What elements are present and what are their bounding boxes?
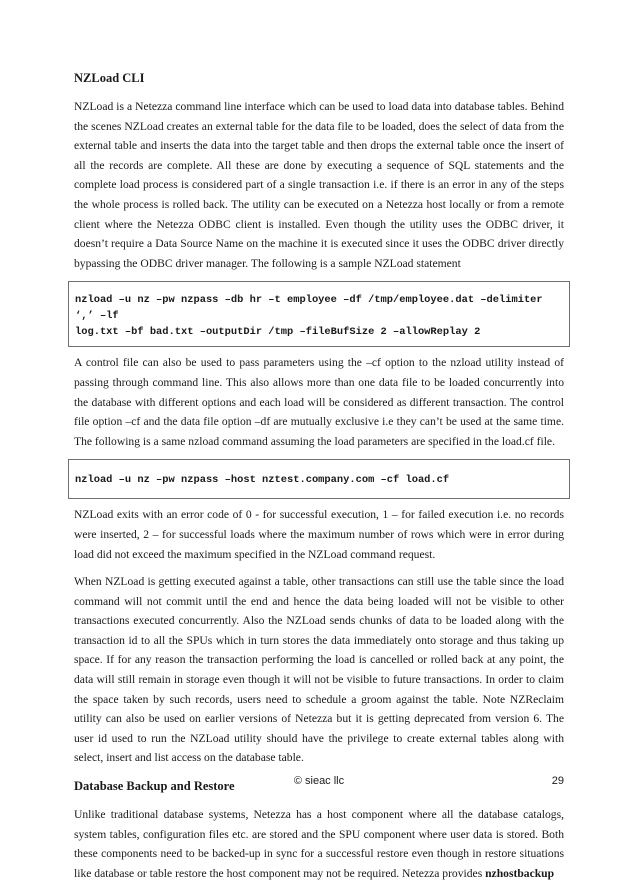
control-file-paragraph: A control file can also be used to pass parameters using the –cf option to the nzload utility instead of passing through command line. This also allows more than one data file to be loaded concurrently into the database with different options and each load will be considered as different transaction. The control file option –cf and the data file option –df are mutually exclusive i.e they can’t be used at the same time. The following is a same nzload command assuming the load parameters are specified in the load.cf file. [74,356,564,448]
page-footer [0,775,638,793]
nzload-sample-code-block [68,281,570,347]
nzhostbackup-term: nzhostbackup [485,866,555,880]
code-line: nzload –u nz –pw nzpass –host nztest.company.com –cf load.cf [75,474,450,487]
page-content [74,68,564,891]
code-line: nzload –u nz –pw nzpass –db hr –t employee –df /tmp/employee.dat –delimiter ‘,’ –lf [75,294,543,323]
nzload-intro-paragraph: NZLoad is a Netezza command line interface which can be used to load data into database tables. Behind the scenes NZLoad creates an external table for the data file to be loaded, does the select of data from the external table and inserts the data into the target table and then drops the external table once the insert of all the records are complete. All these are done by executing a sequence of SQL statements and the complete load process is considered part of a single transaction i.e. if there is an error in any of the steps the whole process is rolled back. The utility can be executed on a Netezza host locally or from a remote client where the Netezza ODBC client is installed. Even though the utility uses the ODBC driver, it doesn’t require a Data Source Name on the machine it is executed since it uses the ODBC driver directly bypassing the ODBC driver manager. The following is a sample NZLoad statement [74,100,564,270]
backup-intro-paragraph [74,805,564,883]
section-heading-backup-restore: Database Backup and Restore [74,779,235,794]
exit-codes-paragraph: NZLoad exits with an error code of 0 - for successful execution, 1 – for failed execution i.e. no records were inserted, 2 – for successful loads where the maximum number of rows which were in error during load did not exceed the maximum specified in the NZLoad command request. [74,508,564,561]
concurrency-paragraph: When NZLoad is getting executed against a table, other transactions can still use the table since the load command will not commit until the end and hence the data being loaded will not be visible to other transactions executed concurrently. Also the NZLoad sends chunks of data to be loaded along with the transaction id to all the SPUs which in turn stores the data immediately onto storage and thus taking up space. If for any reason the transaction performing the load is cancelled or rolled back at any point, the data will still remain in storage even though it will not be visible to future transactions. In order to claim the space taken by such records, users need to schedule a groom against the table. Note NZReclaim utility can also be used on earlier versions of Netezza but it is getting deprecated from version 6. The user id used to run the NZLoad utility should have the privilege to create external tables along with select, insert and list access on the database table. [74,575,564,765]
nzload-control-file-code-block [68,459,570,499]
page-number: 29 [551,775,564,787]
backup-intro-text: Unlike traditional database systems, Netezza has a host component where all the database catalogs, system tables, configuration files etc. are stored and the SPU component where user data is stored. Both these components need to be backed-up in sync for a successful restore even though in restore situations like database or table restore the host component may not be required. Netezza provides [74,808,564,880]
copyright-text: © sieac llc [293,775,345,787]
section-heading-nzload-cli: NZLoad CLI [74,71,145,85]
code-line: log.txt –bf bad.txt –outputDir /tmp –fileBufSize 2 –allowReplay 2 [75,326,481,339]
